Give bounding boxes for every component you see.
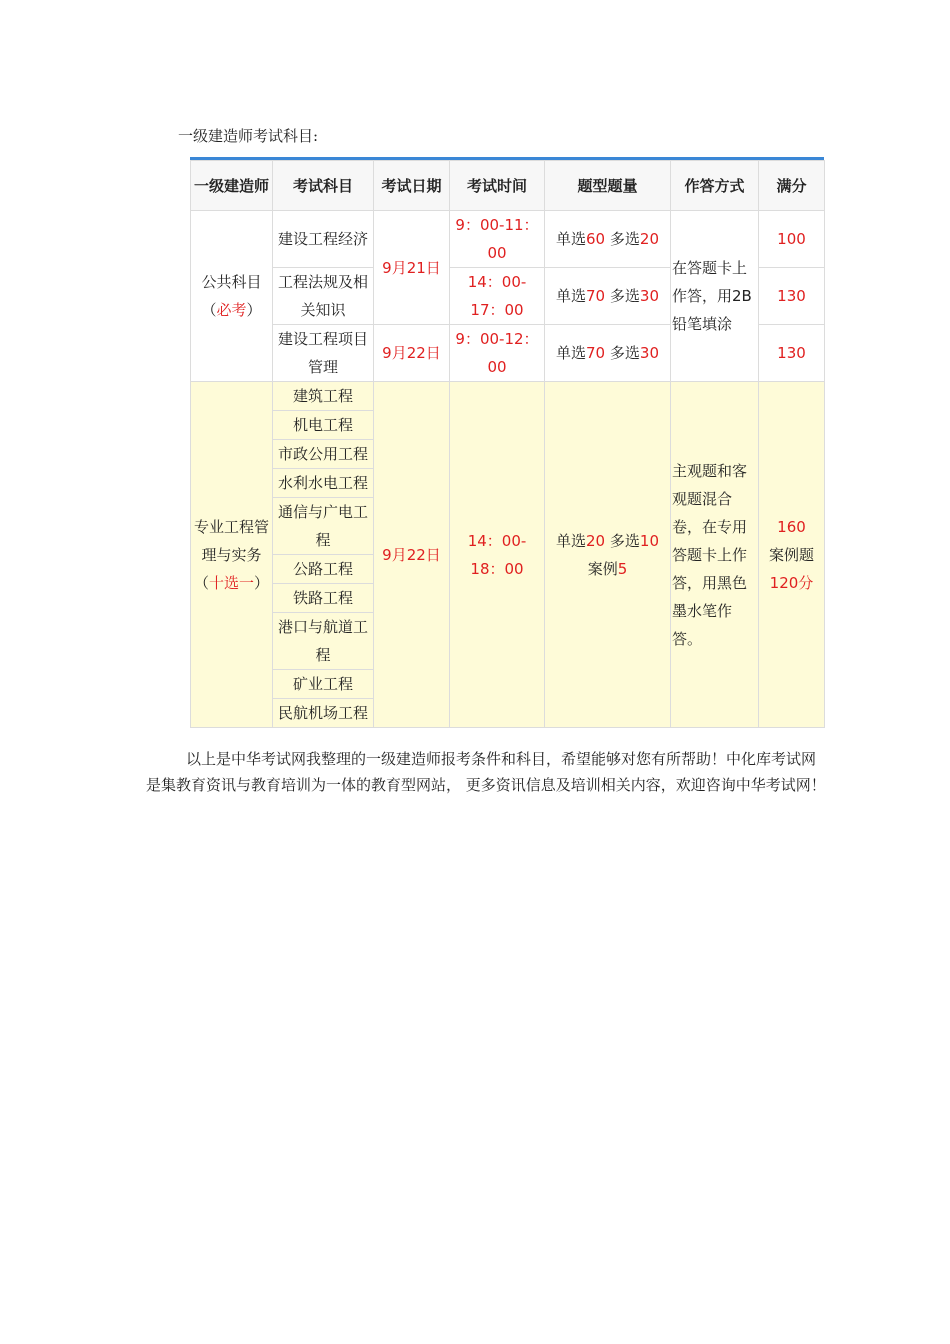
subject-cell: 铁路工程	[273, 584, 374, 613]
score-total: 160	[777, 517, 806, 536]
time-cell: 9：00-12：00	[450, 325, 545, 382]
header-cell: 考试时间	[450, 161, 545, 211]
answer-method-cell: 主观题和客观题混合卷，在专用答题卡上作答，用黑色墨水笔作答。	[671, 382, 759, 728]
answer-method-cell: 在答题卡上作答，用2B铅笔填涂	[671, 211, 759, 382]
single-count: 20	[586, 531, 606, 550]
score-cell	[759, 382, 825, 728]
question-type-cell	[545, 211, 671, 268]
subject-cell: 机电工程	[273, 411, 374, 440]
note-close: ）	[254, 573, 270, 592]
single-label: 单选	[556, 344, 587, 362]
time-cell: 14：00-17：00	[450, 268, 545, 325]
exam-subjects-table	[190, 160, 825, 728]
single-label: 单选	[556, 531, 587, 550]
case-score: 120分	[769, 573, 814, 592]
multi-count: 10	[639, 531, 659, 550]
table-row	[191, 382, 825, 411]
time-cell: 9：00-11：00	[450, 211, 545, 268]
header-cell: 题型题量	[545, 161, 671, 211]
score-cell: 100	[759, 211, 825, 268]
subject-cell: 建设工程经济	[273, 211, 374, 268]
date-cell: 9月21日	[374, 211, 450, 325]
section-heading: 一级建造师考试科目:	[178, 127, 319, 145]
header-cell: 满分	[759, 161, 825, 211]
table-row	[191, 211, 825, 268]
category-label: 公共科目	[201, 273, 262, 291]
single-count: 70	[586, 344, 606, 362]
multi-count: 30	[639, 287, 659, 305]
subject-cell: 港口与航道工程	[273, 613, 374, 670]
multi-count: 30	[639, 344, 659, 362]
public-category-cell	[191, 211, 273, 382]
subject-cell: 民航机场工程	[273, 699, 374, 728]
header-cell: 考试科目	[273, 161, 374, 211]
subject-cell: 市政公用工程	[273, 440, 374, 469]
multi-label: 多选	[609, 287, 640, 305]
subject-cell: 建筑工程	[273, 382, 374, 411]
header-cell: 考试日期	[374, 161, 450, 211]
subject-cell: 工程法规及相关知识	[273, 268, 374, 325]
score-cell: 130	[759, 325, 825, 382]
professional-category-cell	[191, 382, 273, 728]
note-open: （	[193, 573, 209, 592]
closing-paragraph	[146, 746, 826, 798]
question-type-cell	[545, 268, 671, 325]
closing-paragraph-text: 以上是中华考试网我整理的一级建造师报考条件和科目，希望能够对您有所帮助！中化库考试网是集教育资讯与教育培训为一体的教育型网站， 更多资讯信息及培训相关内容，欢迎咨询中华考试网！	[146, 750, 826, 794]
score-cell: 130	[759, 268, 825, 325]
subject-cell: 矿业工程	[273, 670, 374, 699]
subject-cell: 水利水电工程	[273, 469, 374, 498]
subject-cell: 建设工程项目管理	[273, 325, 374, 382]
question-type-cell	[545, 382, 671, 728]
subject-cell: 公路工程	[273, 555, 374, 584]
multi-label: 多选	[609, 344, 640, 362]
table-header-row	[191, 161, 825, 211]
multi-label: 多选	[609, 531, 640, 550]
required-note: 必考	[216, 301, 247, 319]
single-count: 60	[586, 230, 606, 248]
note-open: （	[201, 301, 217, 319]
single-label: 单选	[556, 287, 587, 305]
header-cell: 作答方式	[671, 161, 759, 211]
note-close: ）	[246, 301, 262, 319]
date-cell: 9月22日	[374, 382, 450, 728]
multi-label: 多选	[609, 230, 640, 248]
header-cell: 一级建造师	[191, 161, 273, 211]
single-count: 70	[586, 287, 606, 305]
case-score-label: 案例题	[768, 545, 814, 564]
case-label: 案例	[587, 559, 618, 578]
exam-subjects-table-wrapper	[190, 157, 824, 728]
question-type-cell	[545, 325, 671, 382]
choose-one-note: 十选一	[208, 573, 254, 592]
category-label: 专业工程管理与实务	[193, 517, 269, 564]
time-cell: 14：00-18：00	[450, 382, 545, 728]
subject-cell: 通信与广电工程	[273, 498, 374, 555]
case-count: 5	[617, 559, 628, 578]
multi-count: 20	[639, 230, 659, 248]
date-cell: 9月22日	[374, 325, 450, 382]
single-label: 单选	[556, 230, 587, 248]
